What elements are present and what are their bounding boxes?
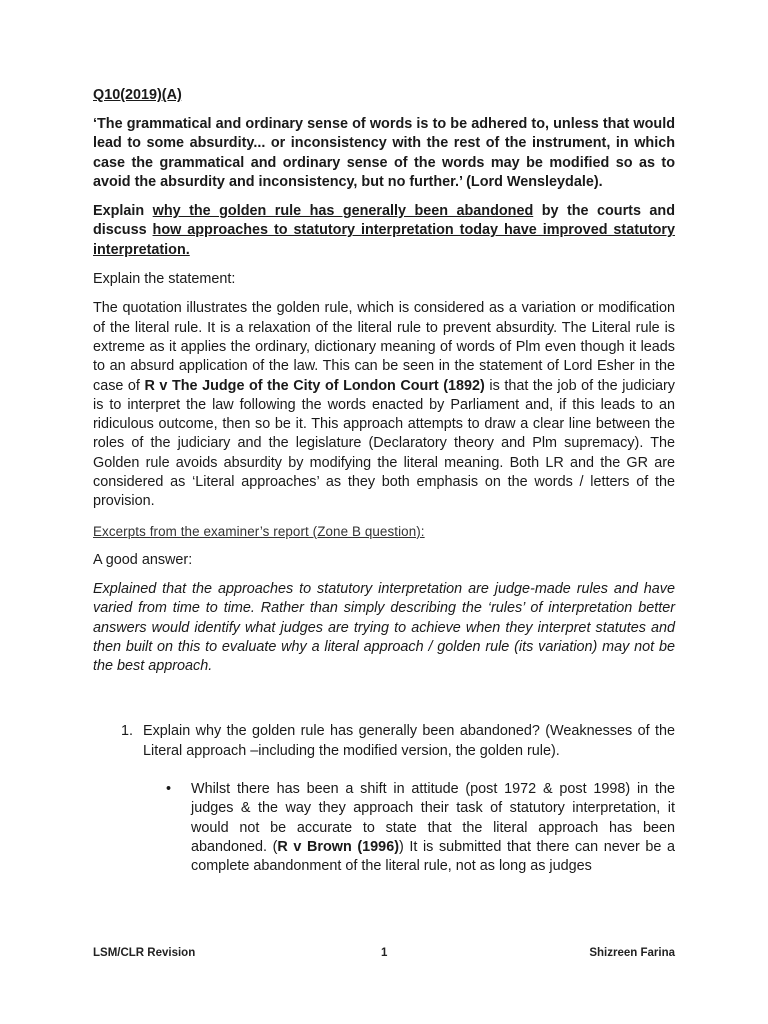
question-task [93,202,675,260]
task-text-1: Explain [93,203,153,220]
examiner-excerpt: Explained that the approaches to statutory interpretation are judge-made rules and have varied from time to time. Rather than simply describing the ‘rules’ of interpretation better answers would identify what judges are trying to achieve when they interpret statutes and then built on this to evaluate why a literal approach / golden rule (its variation) may not be the best approach. [93,580,675,675]
body-text-2: is that the job of the judiciary is to interpret the law following the words enacted by Parliament and, if this leads to an ridiculous outcome, then so be it. This approach attempts to draw a clear line between the roles of the judiciary and the legislature (Declaratory theory and Plm supremacy). The Golden rule avoids absurdity by modifying the literal meaning. Both LR and the GR are considered as ‘Literal approaches’ as they both emphasis on the words / letters of the provision. [93,377,676,510]
bullet-text-2: ) It is submitted that there can never be a complete abandonment of the literal rule, not as long as judges [191,838,675,875]
task-underlined-1: why the golden rule has generally been abandoned [152,203,534,220]
list-item-text: Explain why the golden rule has generally been abandoned? (Weaknesses of the Literal approach –including the modified version, the golden rule). [143,723,675,759]
numbered-list-item [93,722,675,761]
question-quote: ‘The grammatical and ordinary sense of words is to be adhered to, unless that would lead to some absurdity... or inconsistency with the rest of the instrument, in which case the grammatical and ordinary sense of the words may be modified so as to avoid the absurdity and inconsistency, but no further.’ (Lord Wensleydale). [93,116,675,190]
list-number: 1. [121,723,134,740]
good-answer-label: A good answer: [93,551,193,568]
footer-course: LSM/CLR Revision [93,947,196,959]
footer-author: Shizreen Farina [589,947,675,959]
case-citation: R v The Judge of the City of London Court (1892) [144,377,485,394]
bullet-text-1: Whilst there has been a shift in attitude (post 1972 & post 1998) in the judges & the way they approach their task of statutory interpretation, it would not be accurate to state that the literal approach has been abandoned. ( [191,781,675,855]
explain-heading: Explain the statement: [93,271,236,288]
bullet-list-item [93,780,675,876]
task-underlined-2: how approaches to statutory interpretation today have improved statutory interpretation. [93,222,675,258]
body-paragraph [93,299,675,511]
bullet-case-citation: R v Brown (1996) [277,838,399,855]
page-footer [93,947,675,963]
body-text-1: The quotation illustrates the golden rule, which is considered as a variation or modification of the literal rule. It is a relaxation of the literal rule to prevent absurdity. The Literal rule is extreme as it applies the ordinary, dictionary meaning of words of Plm even though it leads to an absurd application of the law. This can be seen in the statement of Lord Esher in the case of [93,300,675,394]
footer-page-number: 1 [381,947,388,959]
bullet-icon: • [166,781,172,798]
question-number: Q10(2019)(A) [93,87,182,103]
excerpts-heading: Excerpts from the examiner’s report (Zone B question): [93,523,425,539]
task-text-2: by the courts and discuss [93,203,675,239]
document-page [93,86,675,877]
